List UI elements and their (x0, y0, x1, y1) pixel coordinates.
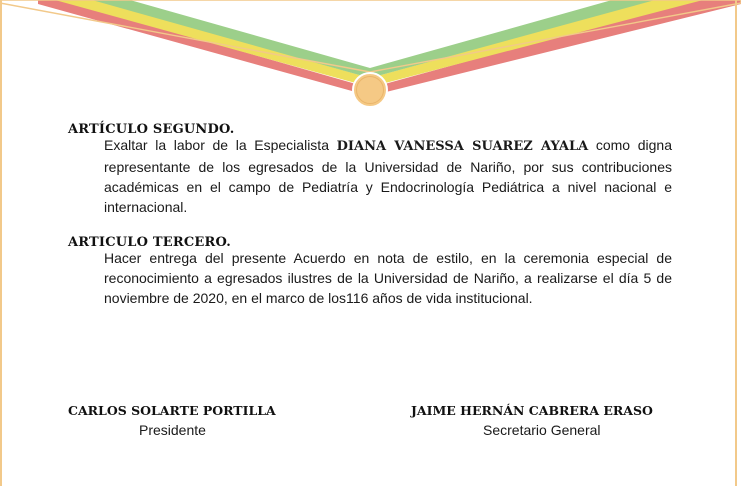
article-2-paragraph (104, 135, 672, 217)
frame-right-border (735, 0, 737, 486)
frame-left-border (0, 0, 2, 486)
article-3-heading: ARTICULO TERCERO. (68, 235, 232, 250)
signature-left-role: Presidente (139, 422, 206, 438)
signature-left-name: CARLOS SOLARTE PORTILLA (68, 403, 276, 418)
signature-right-name: JAIME HERNÁN CABRERA ERASO (411, 403, 653, 418)
medal-icon (353, 73, 387, 107)
article-3-paragraph: Hacer entrega del presente Acuerdo en nota de estilo, en la ceremonia especial de reconocimiento a egresados ilustres de la Universidad de Nariño, a realizarse el día 5 de noviembre de 2020, en el marco de los116 años de vida institucional. (104, 250, 672, 306)
article-2-text-start: Exaltar la labor de la Especialista (104, 137, 337, 153)
ribbon-decoration (0, 0, 741, 110)
article-2-heading: ARTÍCULO SEGUNDO. (68, 122, 235, 137)
honoree-name: DIANA VANESSA SUAREZ AYALA (336, 139, 589, 154)
article-2-text-end: como digna representante de los egresados de la Universidad de Nariño, por sus contribuciones académicas en el campo de Pediatría y Endocrinología Pediátrica a nivel nacional e internacional. (104, 137, 672, 215)
signature-right-role: Secretario General (483, 422, 601, 438)
